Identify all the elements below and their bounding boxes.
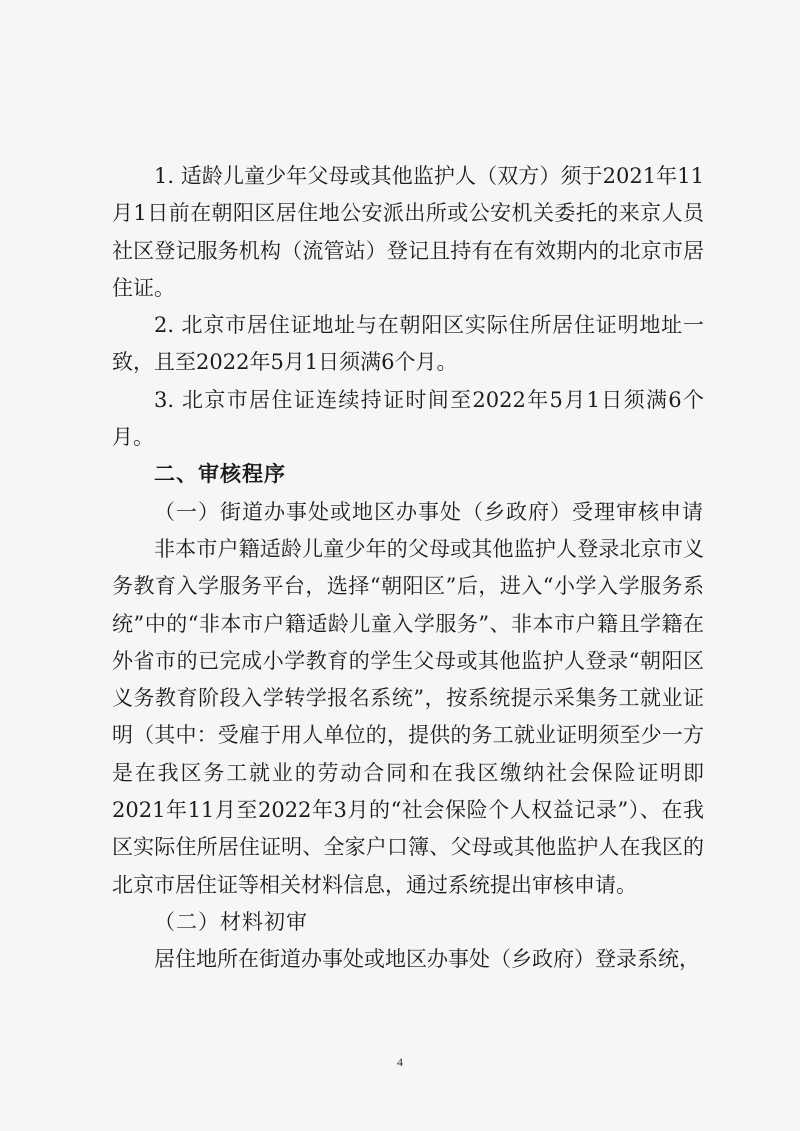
paragraph-initial-review: 居住地所在街道办事处或地区办事处（乡政府）登录系统， xyxy=(154,947,700,972)
section-heading-review-procedure: 二、审核程序 xyxy=(154,462,286,487)
paragraph-requirement-3: 3. 北京市居住证连续持证时间至2022年5月1日须满6个月。 xyxy=(112,387,704,450)
paragraph-application-process: 非本市户籍适龄儿童少年的父母或其他监护人登录北京市义务教育入学服务平台，选择“朝阳区”后，进入“小学入学服务系统”中的“非本市户籍适龄儿童入学服务”、非本市户籍且学籍在外省市的已完成小学教育的学生父母或其他监护人登录“朝阳区义务教育阶段入学转学报名系统”，按系统提示采集务工就业证明（其中：受雇于用人单位的，提供的务工就业证明须至少一方是在我区务工就业的劳动合同和在我区缴纳社会保险证明即2021年11月至2022年3月的“社会保险个人权益记录”）、在我区实际住所居住证明、全家户口簿、父母或其他监护人在我区的北京市居住证等相关材料信息，通过系统提出审核申请。 xyxy=(112,536,704,897)
subheading-initial-review: （二）材料初审 xyxy=(154,909,308,934)
document-body xyxy=(112,158,704,979)
paragraph-requirement-2: 2. 北京市居住证地址与在朝阳区实际住所居住证明地址一致，且至2022年5月1日须满6个月。 xyxy=(112,313,704,375)
page-number: 4 xyxy=(397,1055,403,1069)
paragraph-requirement-1: 1. 适龄儿童少年父母或其他监护人（双方）须于2021年11月1日前在朝阳区居住地公安派出所或公安机关委托的来京人员社区登记服务机构（流管站）登记且持有在有效期内的北京市居住证。 xyxy=(112,164,704,300)
subheading-accept-application: （一）街道办事处或地区办事处（乡政府）受理审核申请 xyxy=(154,499,704,524)
